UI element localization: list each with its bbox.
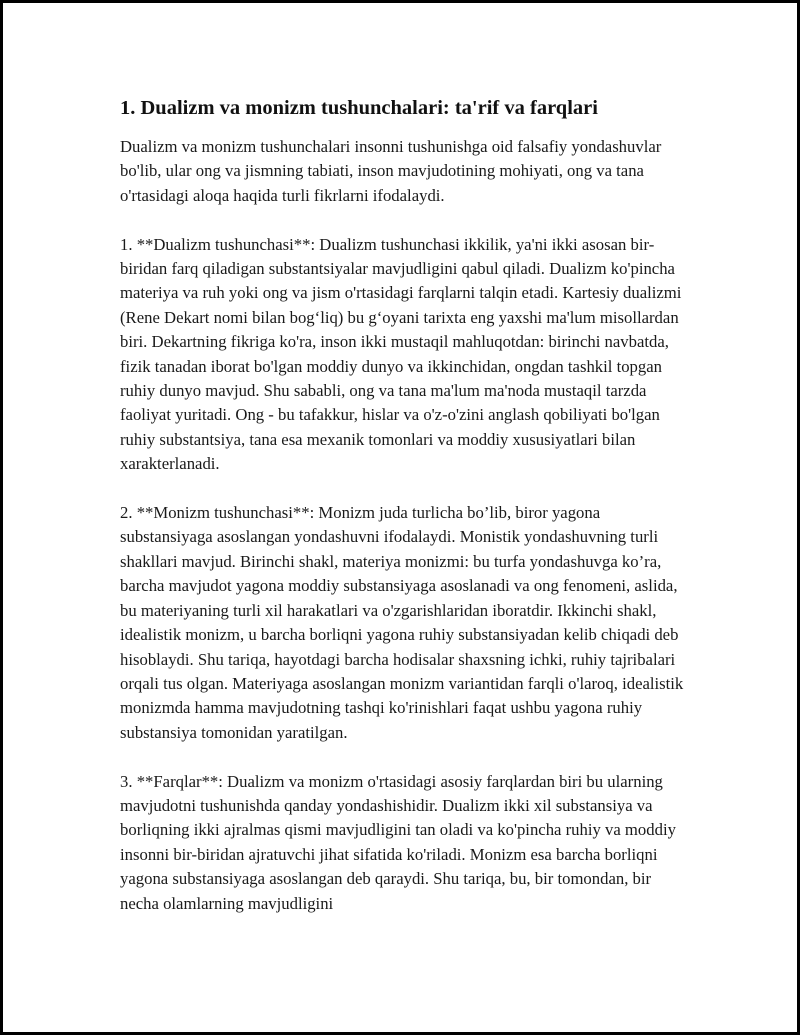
document-title: 1. Dualizm va monizm tushunchalari: ta'rif va farqlari — [120, 97, 598, 119]
intro-paragraph: Dualizm va monizm tushunchalari insonni tushunishga oid falsafiy yondashuvlar bo'lib, ular ong va jismning tabiati, inson mavjudotining mohiyati, ong va tana o'rtasidagi aloqa haqida turli fikrlarni ifodalaydi. — [120, 137, 662, 205]
dualism-paragraph: 1. **Dualizm tushunchasi**: Dualizm tushunchasi ikkilik, ya'ni ikki asosan bir-biridan farq qiladigan substantsiyalar mavjudligini qabul qiladi. Dualizm ko'pincha materiya va ruh yoki ong va jism o'rtasidagi farqlarni talqin etadi. Kartesiy dualizmi (Rene Dekart nomi bilan bog‘liq) bu g‘oyani tarixta eng yaxshi ma'lum misollardan biri. Dekartning fikriga ko'ra, inson ikki mustaqil mahluqotdan: birinchi navbatda, fizik tanadan iborat bo'lgan moddiy dunyo va ikkinchidan, ongdan tashkil topgan ruhiy dunyo mavjud. Shu sababli, ong va tana ma'lum ma'noda mustaqil tarzda faoliyat yuritadi. Ong - bu tafakkur, hislar va o'z-o'zini anglash qobiliyati bo'lgan ruhiy substantsiya, tana esa mexanik tomonlari va moddiy xususiyatlari bilan xarakterlanadi. — [120, 234, 682, 474]
document-body — [120, 94, 692, 940]
differences-paragraph: 3. **Farqlar**: Dualizm va monizm o'rtasidagi asosiy farqlardan biri bu ularning mavjudotni tushunishda qanday yondashishidir. Dualizm ikki xil substansiya va borliqning ikki ajralmas qismi mavjudligini tan oladi va ko'pincha ruhiy va moddiy insonni bir-biridan ajratuvchi jihat sifatida ko'riladi. Monizm esa barcha borliqni yagona substansiyaga asoslangan deb qaraydi. Shu tariqa, bu, bir tomondan, bir necha olamlarning mavjudligini — [120, 771, 676, 913]
monism-paragraph: 2. **Monizm tushunchasi**: Monizm juda turlicha bo’lib, biror yagona substansiyaga asoslangan yondashuvni ifodalaydi. Monistik yondashuvning turli shakllari mavjud. Birinchi shakl, materiya monizmi: bu turfa yondashuvga ko’ra, barcha mavjudot yagona moddiy substansiyaga asoslanadi va ong fenomeni, aslida, bu materiyaning turli xil harakatlari va o'zgarishlaridan iboratdir. Ikkinchi shakl, idealistik monizm, u barcha borliqni yagona ruhiy substansiyadan kelib chiqadi deb hisoblaydi. Shu tariqa, hayotdagi barcha hodisalar shaxsning ichki, ruhiy tajribalari orqali tus olgan. Materiyaga asoslangan monizm variantidan farqli o'laroq, idealistik monizmda hamma mavjudotning tashqi ko'rinishlari faqat ushbu yagona ruhiy substansiya tomonidan yaratilgan. — [120, 503, 684, 742]
